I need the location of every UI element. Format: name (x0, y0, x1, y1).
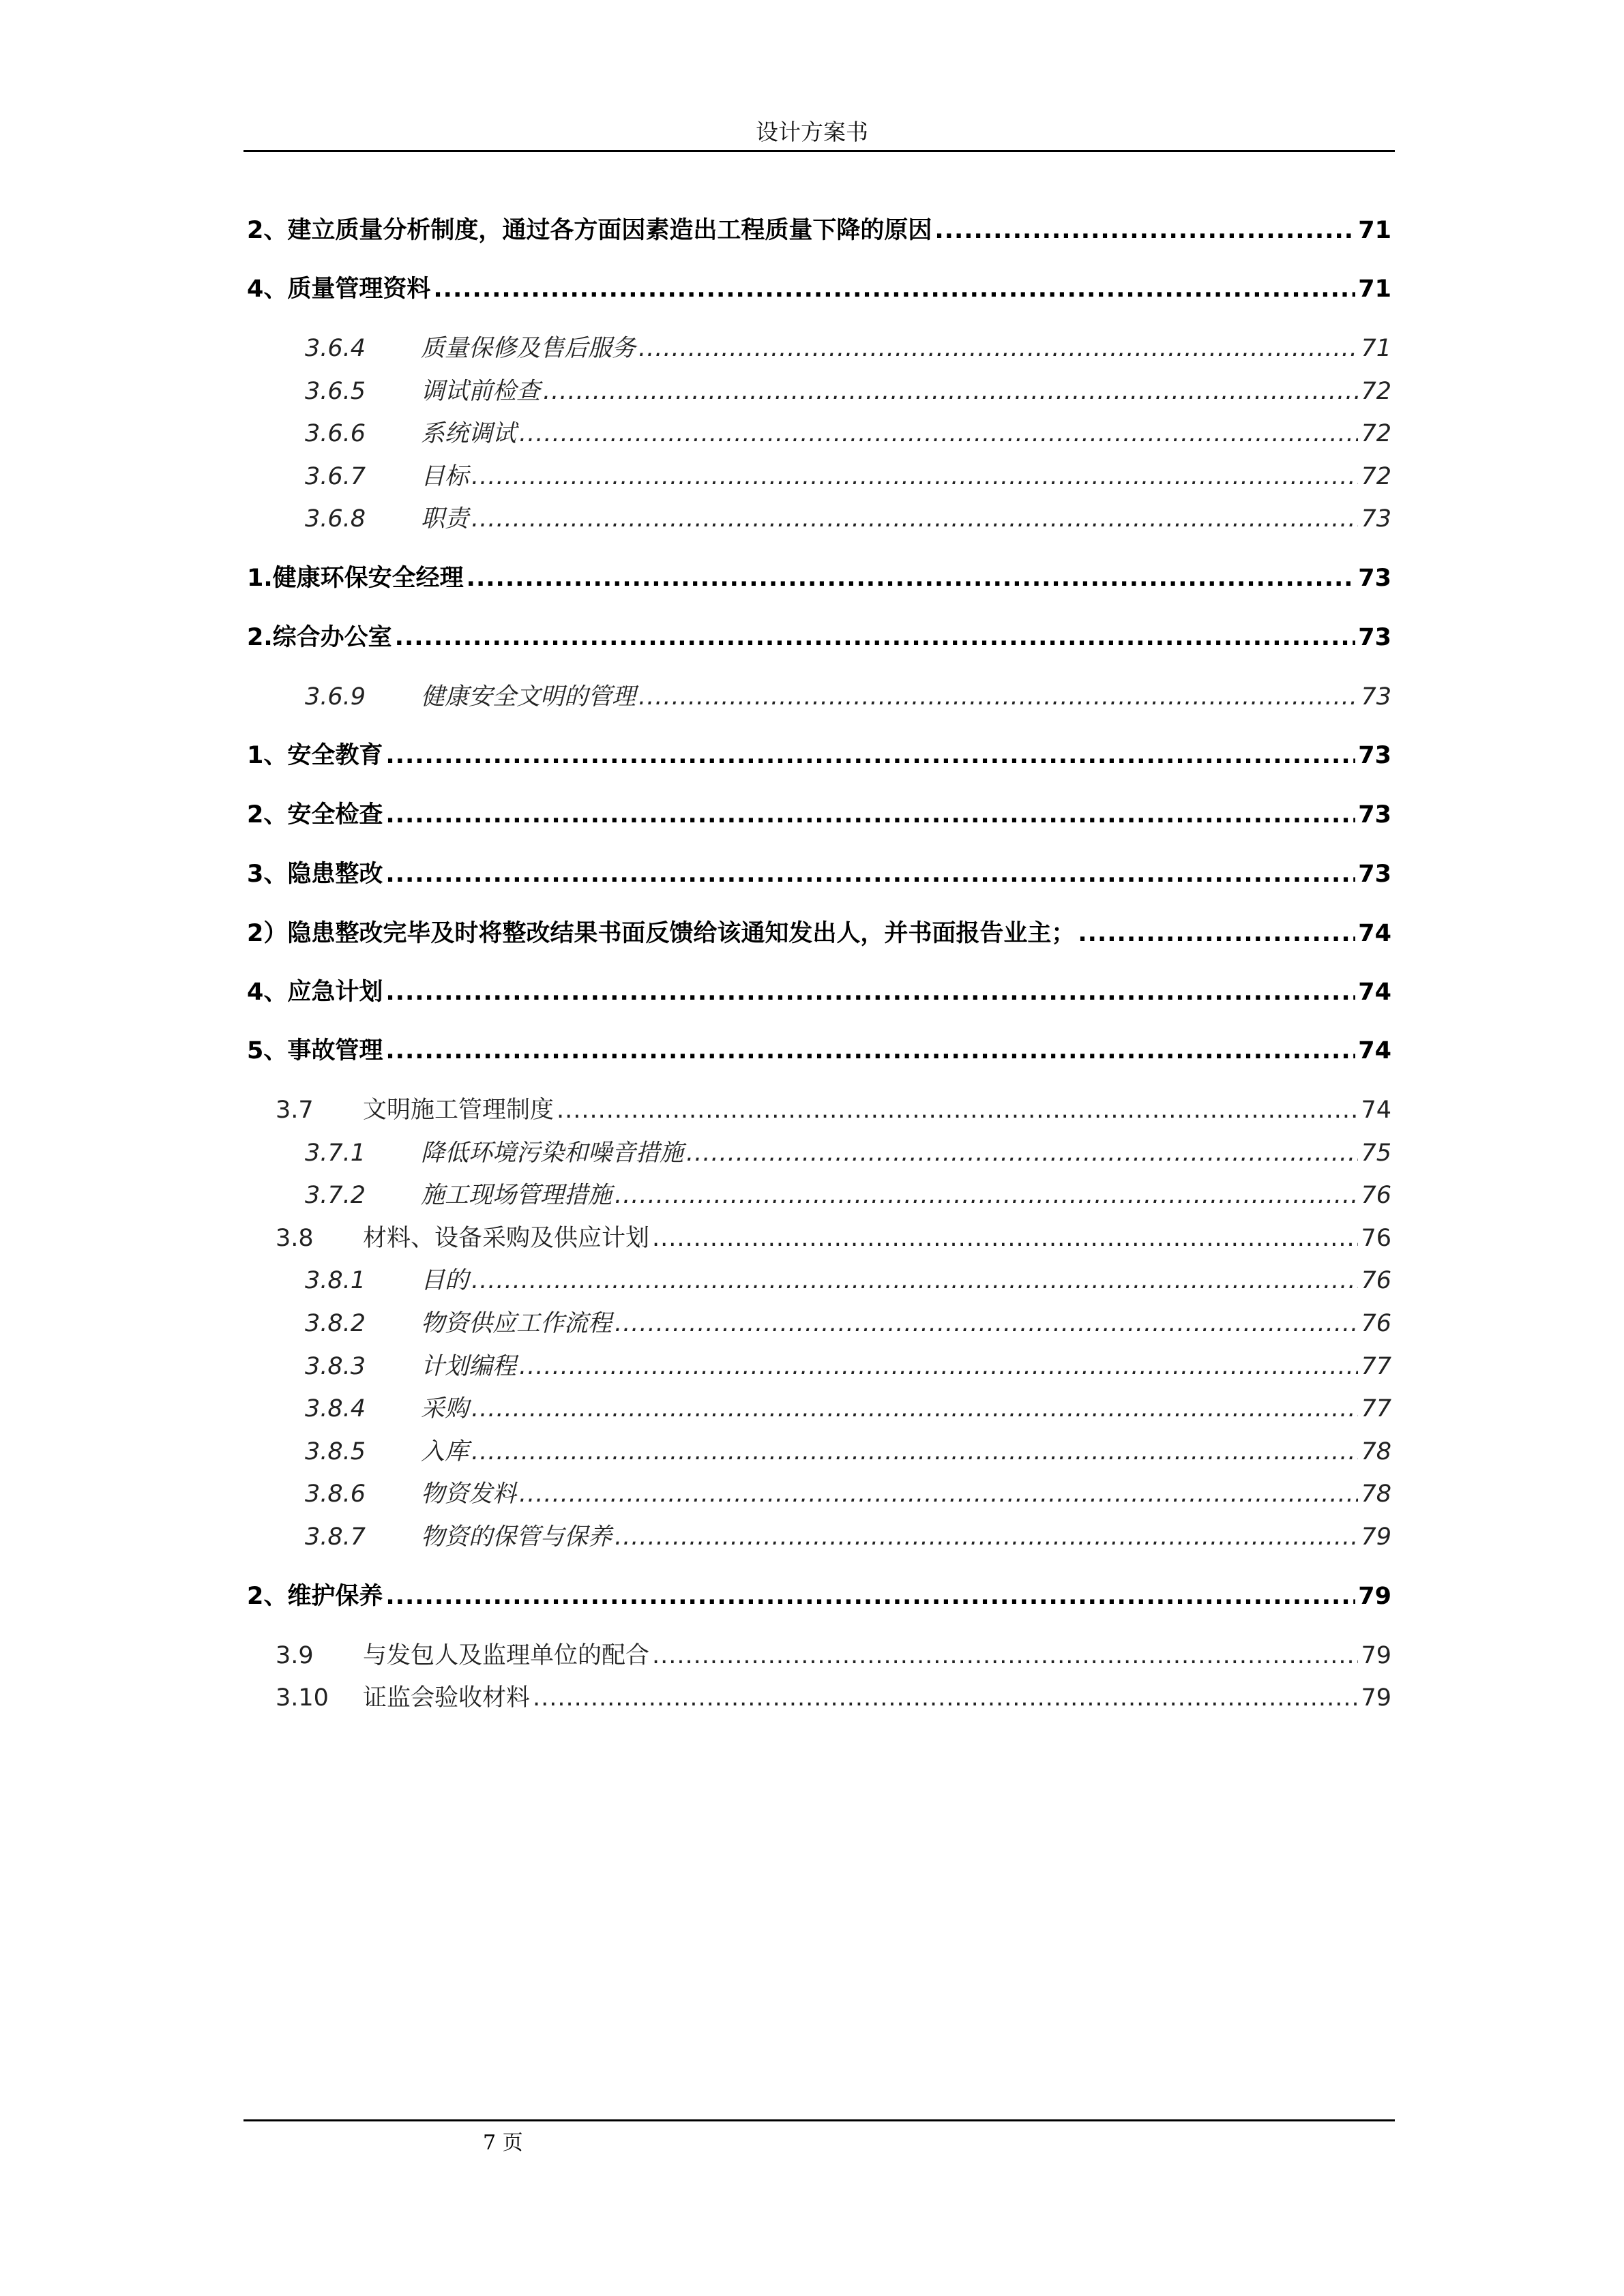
toc-entry-number: 3.8.3 (305, 1353, 366, 1380)
dot-leader (519, 1353, 1358, 1380)
toc-entry-number: 3.9 (276, 1642, 314, 1669)
toc-entry-page: 76 (1361, 1267, 1391, 1294)
toc-entry-page: 73 (1358, 861, 1391, 888)
toc-entry-label: 2.综合办公室 (247, 624, 392, 651)
toc-entry-page: 72 (1361, 420, 1391, 447)
toc-entry-label: 3、隐患整改 (247, 861, 383, 888)
dot-leader (471, 1395, 1358, 1422)
toc-entry-label: 物资供应工作流程 (421, 1310, 612, 1337)
toc-entry[interactable] (247, 1219, 1391, 1253)
toc-entry[interactable] (247, 973, 1391, 1007)
toc-entry-label: 物资的保管与保养 (421, 1523, 612, 1551)
toc-entry[interactable] (247, 1091, 1391, 1125)
toc-entry-page: 73 (1358, 742, 1391, 769)
toc-entry-number: 3.7.2 (305, 1182, 366, 1209)
toc-entry-label: 系统调试 (421, 420, 517, 447)
toc-entry-label: 质量保修及售后服务 (421, 335, 636, 362)
toc-entry-label: 5、事故管理 (247, 1037, 383, 1064)
toc-entry-label: 2）隐患整改完毕及时将整改结果书面反馈给该通知发出人，并书面报告业主； (247, 920, 1076, 947)
toc-entry[interactable] (247, 618, 1391, 653)
toc-entry-number: 3.8.2 (305, 1310, 366, 1337)
dot-leader (557, 1097, 1358, 1124)
toc-entry-label: 目标 (421, 463, 469, 490)
footer-rule (243, 2119, 1395, 2121)
toc-entry[interactable] (247, 1679, 1391, 1713)
toc-entry-page: 73 (1361, 683, 1391, 711)
dot-leader (395, 624, 1356, 651)
dot-leader (519, 1480, 1358, 1508)
toc-entry-label: 入库 (421, 1438, 469, 1465)
toc-entry[interactable] (247, 1637, 1391, 1671)
toc-entry-page: 73 (1358, 801, 1391, 829)
toc-entry-label: 调试前检查 (421, 378, 541, 405)
dot-leader (1078, 920, 1355, 947)
dot-leader (533, 1684, 1358, 1712)
toc-entry-label: 2、安全检查 (247, 801, 383, 829)
toc-entry[interactable] (247, 1347, 1391, 1382)
toc-entry-page: 77 (1361, 1353, 1391, 1380)
dot-leader (686, 1139, 1358, 1167)
toc-entry-page: 76 (1361, 1225, 1391, 1252)
toc-entry-number: 3.8.5 (305, 1438, 366, 1465)
dot-leader (615, 1523, 1358, 1551)
toc-entry-number: 3.10 (276, 1684, 329, 1712)
toc-entry[interactable] (247, 270, 1391, 304)
toc-entry-page: 76 (1361, 1310, 1391, 1337)
toc-entry[interactable] (247, 500, 1391, 534)
toc-entry-page: 79 (1361, 1523, 1391, 1551)
toc-entry-number: 3.6.6 (305, 420, 366, 447)
toc-entry-number: 3.6.9 (305, 683, 366, 711)
dot-leader (385, 979, 1355, 1006)
toc-entry-page: 72 (1361, 463, 1391, 490)
toc-entry-label: 计划编程 (421, 1353, 517, 1380)
toc-entry[interactable] (247, 415, 1391, 449)
toc-entry-page: 79 (1361, 1642, 1391, 1669)
toc-entry-label: 施工现场管理措施 (421, 1182, 612, 1209)
toc-entry-label: 证监会验收材料 (363, 1684, 531, 1712)
toc-entry[interactable] (247, 211, 1391, 245)
toc-entry-label: 物资发料 (421, 1480, 517, 1508)
toc-entry[interactable] (247, 1262, 1391, 1296)
toc-entry[interactable] (247, 796, 1391, 830)
dot-leader (385, 861, 1355, 888)
dot-leader (519, 420, 1358, 447)
toc-entry[interactable] (247, 1032, 1391, 1066)
toc-entry-page: 73 (1358, 624, 1391, 651)
toc-entry-page: 71 (1358, 275, 1391, 303)
dot-leader (638, 335, 1358, 362)
dot-leader (433, 275, 1355, 303)
toc-entry-number: 3.8.7 (305, 1523, 366, 1551)
dot-leader (471, 1438, 1358, 1465)
toc-entry-label: 1.健康环保安全经理 (247, 565, 464, 592)
footer-page-number: 7 页 (483, 2131, 523, 2155)
toc-entry-page: 75 (1361, 1139, 1391, 1167)
toc-entry-page: 72 (1361, 378, 1391, 405)
toc-entry-page: 71 (1361, 335, 1391, 362)
toc-entry-number: 3.8.1 (305, 1267, 366, 1294)
toc-entry-page: 71 (1358, 217, 1391, 244)
toc-entry-page: 73 (1358, 565, 1391, 592)
toc-entry[interactable] (247, 1176, 1391, 1210)
toc-entry-number: 3.8.6 (305, 1480, 366, 1508)
toc-entry-label: 采购 (421, 1395, 469, 1422)
toc-entry[interactable] (247, 736, 1391, 771)
dot-leader (615, 1310, 1358, 1337)
toc-entry-number: 3.8 (276, 1225, 314, 1252)
toc-entry-label: 2、建立质量分析制度，通过各方面因素造出工程质量下降的原因 (247, 217, 932, 244)
toc-entry-page: 77 (1361, 1395, 1391, 1422)
dot-leader (385, 801, 1355, 829)
toc-entry-page: 74 (1358, 1037, 1391, 1064)
dot-leader (385, 742, 1355, 769)
toc-entry-page: 79 (1361, 1684, 1391, 1712)
dot-leader (652, 1225, 1358, 1252)
dot-leader (471, 505, 1358, 533)
toc-entry-number: 3.6.8 (305, 505, 366, 533)
toc-entry[interactable] (247, 678, 1391, 712)
toc-entry-number: 3.6.5 (305, 378, 366, 405)
toc-entry-page: 79 (1358, 1583, 1391, 1610)
page-header-title: 设计方案书 (756, 119, 868, 145)
toc-entry-label: 4、应急计划 (247, 979, 383, 1006)
toc-entry-page: 74 (1358, 979, 1391, 1006)
toc-entry[interactable] (247, 329, 1391, 363)
dot-leader (652, 1642, 1358, 1669)
toc-entry[interactable] (247, 1134, 1391, 1168)
toc-entry-page: 74 (1358, 920, 1391, 947)
toc-entry[interactable] (247, 559, 1391, 593)
toc-entry-label: 与发包人及监理单位的配合 (363, 1642, 650, 1669)
toc-entry-number: 3.6.4 (305, 335, 366, 362)
toc-entry[interactable] (247, 855, 1391, 889)
toc-entry-page: 76 (1361, 1182, 1391, 1209)
dot-leader (471, 463, 1358, 490)
toc-entry[interactable] (247, 1518, 1391, 1552)
toc-entry-label: 职责 (421, 505, 469, 533)
toc-entry-label: 1、安全教育 (247, 742, 383, 769)
toc-entry-page: 74 (1361, 1097, 1391, 1124)
toc-entry-label: 健康安全文明的管理 (421, 683, 636, 711)
toc-entry-number: 3.7 (276, 1097, 314, 1124)
toc-entry-label: 2、维护保养 (247, 1583, 383, 1610)
toc-entry-number: 3.7.1 (305, 1139, 366, 1167)
dot-leader (471, 1267, 1358, 1294)
dot-leader (934, 217, 1355, 244)
dot-leader (467, 565, 1356, 592)
toc-entry-page: 78 (1361, 1438, 1391, 1465)
toc-entry[interactable] (247, 458, 1391, 492)
toc-entry-label: 4、质量管理资料 (247, 275, 431, 303)
toc-entry-page: 78 (1361, 1480, 1391, 1508)
dot-leader (385, 1037, 1355, 1064)
toc-entry[interactable] (247, 372, 1391, 406)
toc-entry[interactable] (247, 1475, 1391, 1509)
toc-entry[interactable] (247, 1304, 1391, 1339)
toc-entry[interactable] (247, 1390, 1391, 1424)
dot-leader (543, 378, 1358, 405)
toc-entry-label: 材料、设备采购及供应计划 (363, 1225, 650, 1252)
dot-leader (638, 683, 1358, 711)
toc-entry-label: 文明施工管理制度 (363, 1097, 555, 1124)
toc-entry[interactable] (247, 1433, 1391, 1467)
toc-entry-page: 73 (1361, 505, 1391, 533)
toc-entry[interactable] (247, 1577, 1391, 1611)
dot-leader (615, 1182, 1358, 1209)
header-rule (243, 150, 1395, 152)
dot-leader (385, 1583, 1355, 1610)
toc-entry[interactable] (247, 914, 1391, 949)
toc-entry-number: 3.8.4 (305, 1395, 366, 1422)
toc-entry-label: 降低环境污染和噪音措施 (421, 1139, 684, 1167)
toc-entry-label: 目的 (421, 1267, 469, 1294)
toc-entry-number: 3.6.7 (305, 463, 366, 490)
